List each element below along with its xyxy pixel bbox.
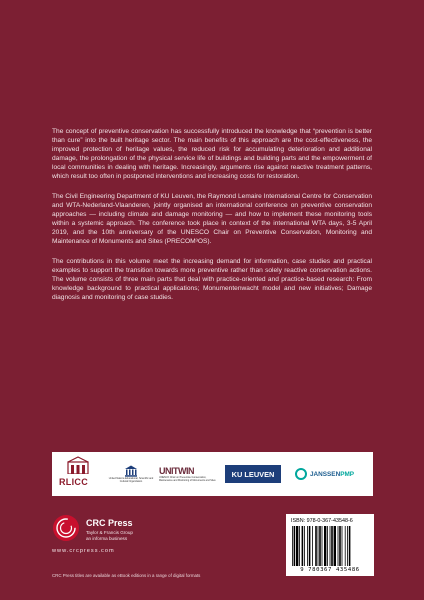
barcode-bar [299, 526, 300, 566]
unesco-logo [107, 465, 155, 483]
barcode-bar [322, 526, 323, 566]
publisher-name: CRC Press [86, 518, 133, 528]
rlicc-logo [57, 454, 101, 494]
publisher-tagline: an informa business [86, 536, 128, 541]
barcode-bar [319, 526, 321, 566]
unesco-temple-icon [124, 465, 138, 477]
barcode-bar [334, 526, 336, 566]
barcode-bar [342, 526, 343, 566]
blurb-paragraph-2: The Civil Engineering Department of KU Leuven, the Raymond Lemaire International Centre for Conservation and WTA-Nederland-Vlaanderen, jointly organised an international conference on preventive conservation approaches — including climate and damage monitoring — and how to implement these monitoring tools within a systemic approach. The conference took place in context of the international WTA days, 3-5 April 2019, and the 10th anniversary of the UNESCO Chair on Preventive Conservation, Monitoring and Maintenance of Monuments and Sites (PRECOM³OS). [52, 193, 372, 245]
barcode-digits: 9 780367 435486 [300, 567, 360, 573]
rlicc-building-icon [67, 456, 89, 474]
barcode-bar [307, 526, 308, 566]
barcode-bar [345, 526, 346, 566]
isbn-barcode [286, 514, 374, 576]
barcode-bar [294, 526, 296, 566]
barcode-bar [309, 526, 311, 566]
barcode-bar [302, 526, 304, 566]
partner-logo-strip [52, 452, 373, 496]
barcode-bar [349, 526, 351, 566]
rlicc-logo-text: RLICC [59, 477, 88, 487]
unitwin-logo [159, 466, 219, 482]
barcode-bars [291, 526, 369, 566]
barcode-bar [338, 526, 339, 566]
blurb-paragraph-1: The concept of preventive conservation has successfully introduced the knowledge that “prevention is better than cure” into the built heritage sector. The main benefits of this approach are the cost-effectiveness, the improved protection of heritage values, the reduced risk for accumulating deterioration and additional damage, the prolongation of the physical service life of buildings and building parts and the empowerment of local communities in dealing with heritage. Increasingly, arguments rise against reactive treatment patterns, which result too often in postponed interventions and increasing costs for restoration. [52, 128, 372, 180]
ku-leuven-logo: KU LEUVEN [225, 465, 281, 483]
publisher-url: www.crcpress.com [52, 548, 115, 554]
barcode-bar [312, 526, 313, 566]
barcode-bar [296, 526, 298, 566]
barcode-bar [324, 526, 326, 566]
barcode-bar [292, 526, 293, 566]
barcode-bar [315, 526, 317, 566]
unitwin-logo-mark: UNITWIN [159, 466, 194, 476]
isbn-text: ISBN: 978-0-367-43548-6 [291, 518, 353, 524]
publisher-block [52, 514, 212, 554]
barcode-bar [304, 526, 305, 566]
barcode-bar [331, 526, 333, 566]
barcode-bar [327, 526, 328, 566]
janssen-logo-text: JANSSENPMP [310, 470, 355, 478]
crc-logo-icon [52, 514, 80, 542]
barcode-bar [339, 526, 341, 566]
unesco-logo-text: United Nations Educational, Scientific and Cultural Organization [108, 477, 154, 483]
unitwin-logo-text: UNESCO Chair on Preventive Conservation, Maintenance and Monitoring of Monuments and Sites [159, 476, 216, 482]
barcode-bar [347, 526, 348, 566]
back-cover-blurb [52, 127, 372, 313]
janssen-pmp-logo [295, 468, 354, 480]
barcode-bar [330, 526, 331, 566]
barcode-bar [318, 526, 319, 566]
janssen-circle-icon [295, 468, 307, 480]
ebook-note: CRC Press titles are available as eBook editions in a range of digital formats [52, 573, 201, 578]
blurb-paragraph-3: The contributions in this volume meet the increasing demand for information, case studies and practical examples to support the transition towards more preventive rather than solely reactive conservation actions. The volume consists of three main parts that deal with practice-oriented and practice-based research: From knowledge background to practical applications; Monumentenwacht model and new initiatives; Damage diagnosis and monitoring of case studies. [52, 258, 372, 301]
publisher-group: Taylor & Francis Group [86, 530, 133, 535]
